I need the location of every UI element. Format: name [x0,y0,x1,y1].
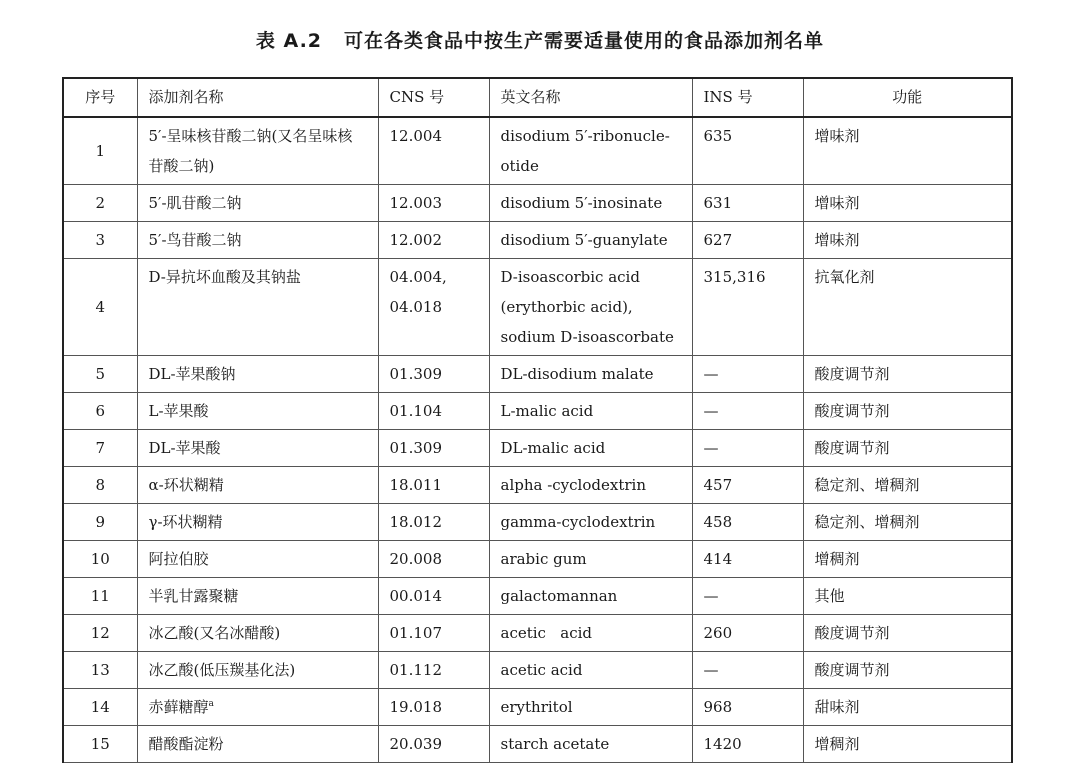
cell-name: 阿拉伯胶 [137,541,378,578]
cell-english: L-malic acid [489,393,692,430]
cell-name: α-环状糊精 [137,467,378,504]
header-name: 添加剂名称 [137,78,378,117]
cell-cns: 20.008 [378,541,489,578]
cell-english: galactomannan [489,578,692,615]
cell-function: 稳定剂、增稠剂 [803,467,1012,504]
cell-cns: 18.011 [378,467,489,504]
cell-function: 增味剂 [803,117,1012,185]
cell-function: 酸度调节剂 [803,615,1012,652]
cell-cns: 19.018 [378,689,489,726]
cell-ins: 457 [692,467,803,504]
cell-no: 3 [63,222,137,259]
cell-no: 2 [63,185,137,222]
cell-function: 稳定剂、增稠剂 [803,504,1012,541]
cell-english: disodium 5′-guanylate [489,222,692,259]
cell-name [137,689,378,726]
table-body [63,117,1012,763]
cell-no: 14 [63,689,137,726]
cell-no: 15 [63,726,137,763]
table-row [63,689,1012,726]
cell-ins: 631 [692,185,803,222]
cell-ins: 315,316 [692,259,803,356]
table-caption: 可在各类食品中按生产需要适量使用的食品添加剂名单 [344,30,825,52]
cell-cns: 01.104 [378,393,489,430]
cell-no: 5 [63,356,137,393]
cell-function: 酸度调节剂 [803,652,1012,689]
cell-ins: 627 [692,222,803,259]
cell-name: 5′-肌苷酸二钠 [137,185,378,222]
table-row [63,467,1012,504]
cell-ins: 968 [692,689,803,726]
cell-function: 其他 [803,578,1012,615]
cell-ins: 1420 [692,726,803,763]
cell-no: 6 [63,393,137,430]
cell-no: 10 [63,541,137,578]
cell-english: gamma-cyclodextrin [489,504,692,541]
cell-english: DL-malic acid [489,430,692,467]
cell-function: 酸度调节剂 [803,393,1012,430]
cell-no: 13 [63,652,137,689]
cell-english: disodium 5′-ribonucle-otide [489,117,692,185]
cell-name: γ-环状糊精 [137,504,378,541]
cell-ins: 458 [692,504,803,541]
header-function: 功能 [803,78,1012,117]
table-header [63,78,1012,117]
cell-name: 5′-呈味核苷酸二钠(又名呈味核苷酸二钠) [137,117,378,185]
table-row [63,222,1012,259]
table-row [63,652,1012,689]
cell-english: erythritol [489,689,692,726]
cell-function: 增味剂 [803,222,1012,259]
name-text: 赤藓糖醇 [148,698,209,716]
cell-cns: 12.002 [378,222,489,259]
cell-function: 抗氧化剂 [803,259,1012,356]
table-row [63,541,1012,578]
cell-cns: 00.014 [378,578,489,615]
header-english: 英文名称 [489,78,692,117]
cell-function: 甜味剂 [803,689,1012,726]
cell-name: 冰乙酸(又名冰醋酸) [137,615,378,652]
cell-english: alpha -cyclodextrin [489,467,692,504]
cell-ins: — [692,578,803,615]
cell-no: 8 [63,467,137,504]
cell-cns: 01.309 [378,430,489,467]
cell-cns: 04.004, 04.018 [378,259,489,356]
additives-table [62,77,1013,763]
table-row [63,185,1012,222]
cell-function: 增稠剂 [803,541,1012,578]
cell-function: 酸度调节剂 [803,430,1012,467]
table-row [63,726,1012,763]
cell-function: 酸度调节剂 [803,356,1012,393]
cell-no: 7 [63,430,137,467]
cell-name: 冰乙酸(低压羰基化法) [137,652,378,689]
cell-cns: 01.309 [378,356,489,393]
footnote-marker: a [208,699,214,709]
cell-no: 11 [63,578,137,615]
table-row [63,393,1012,430]
table-row [63,615,1012,652]
header-cns: CNS 号 [378,78,489,117]
cell-english: starch acetate [489,726,692,763]
cell-no: 4 [63,259,137,356]
cell-name: DL-苹果酸 [137,430,378,467]
table-number: 表 A.2 [255,30,323,52]
cell-english: DL-disodium malate [489,356,692,393]
table-row [63,356,1012,393]
cell-cns: 18.012 [378,504,489,541]
cell-cns: 01.112 [378,652,489,689]
table-row [63,117,1012,185]
cell-name: L-苹果酸 [137,393,378,430]
cell-no: 9 [63,504,137,541]
table-title [0,26,1080,53]
cell-ins: — [692,393,803,430]
cell-name: DL-苹果酸钠 [137,356,378,393]
cell-english: acetic acid [489,652,692,689]
cell-cns: 01.107 [378,615,489,652]
cell-name: 半乳甘露聚糖 [137,578,378,615]
cell-english: D-isoascorbic acid (erythorbic acid), sodium D-isoascorbate [489,259,692,356]
cell-no: 1 [63,117,137,185]
cell-name: 5′-鸟苷酸二钠 [137,222,378,259]
cell-ins: — [692,356,803,393]
cell-function: 增味剂 [803,185,1012,222]
cell-english: disodium 5′-inosinate [489,185,692,222]
cell-ins: 260 [692,615,803,652]
cell-name: 醋酸酯淀粉 [137,726,378,763]
cell-english: acetic acid [489,615,692,652]
header-no: 序号 [63,78,137,117]
cell-no: 12 [63,615,137,652]
cell-ins: — [692,430,803,467]
cell-cns: 12.004 [378,117,489,185]
cell-cns: 20.039 [378,726,489,763]
table-row [63,504,1012,541]
cell-ins: 635 [692,117,803,185]
cell-name: D-异抗坏血酸及其钠盐 [137,259,378,356]
table-row [63,578,1012,615]
cell-english: arabic gum [489,541,692,578]
cell-ins: 414 [692,541,803,578]
header-row [63,78,1012,117]
table-row [63,259,1012,356]
cell-function: 增稠剂 [803,726,1012,763]
cell-cns: 12.003 [378,185,489,222]
header-ins: INS 号 [692,78,803,117]
table-row [63,430,1012,467]
cell-ins: — [692,652,803,689]
